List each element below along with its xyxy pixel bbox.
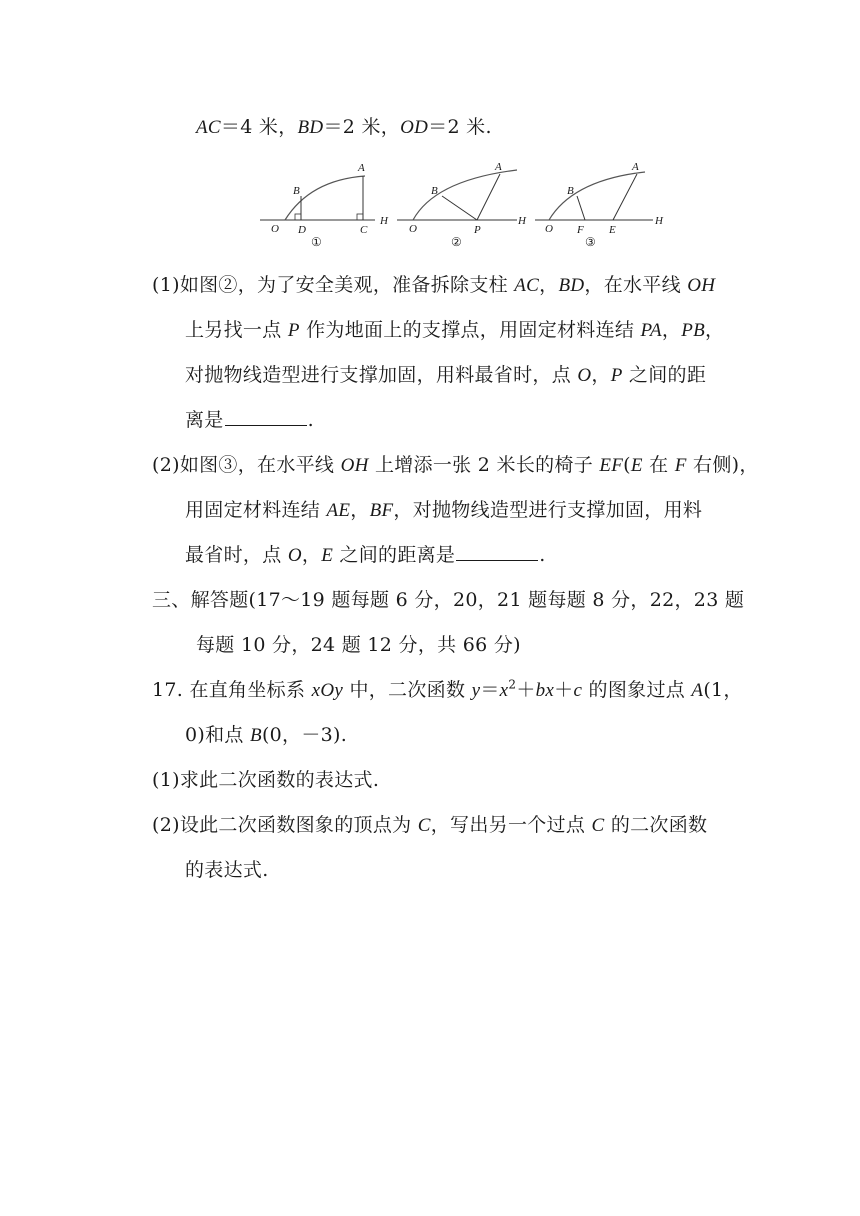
label-B2: B: [431, 185, 438, 197]
figure-number-1: ①: [311, 235, 322, 249]
figure-2: [397, 161, 527, 249]
label-O2: O: [409, 223, 417, 235]
answer-blank-2: [456, 542, 538, 561]
q2-line-2: 用固定材料连结 AE，BF，对抛物线造型进行支撑加固，用料: [185, 499, 703, 521]
q2-line-1: (2)如图③，在水平线 OH 上增添一张 2 米长的椅子 EF(E 在 F 右侧)，: [152, 454, 759, 476]
label-A1: A: [358, 162, 365, 174]
label-A3: A: [632, 161, 639, 173]
q1-line-2: 上另找一点 P 作为地面上的支撑点，用固定材料连结 PA，PB，: [185, 319, 725, 341]
q1-line-1: (1)如图②，为了安全美观，准备拆除支柱 AC，BD，在水平线 OH: [152, 274, 716, 296]
label-H3: H: [655, 215, 663, 227]
label-C1: C: [360, 224, 368, 236]
text-line-1: AC＝4 米，BD＝2 米，OD＝2 米.: [196, 116, 492, 138]
q1-line-4: 离是 .: [185, 409, 314, 431]
label-B1: B: [293, 185, 300, 197]
section-3-heading-line-1: 三、解答题(17～19 题每题 6 分，20，21 题每题 8 分，22，23 题: [152, 589, 745, 611]
q1-line-3: 对抛物线造型进行支撑加固，用料最省时，点 O，P 之间的距: [185, 364, 707, 386]
label-O1: O: [271, 223, 279, 235]
label-B3: B: [567, 185, 574, 197]
label-F3: F: [577, 224, 584, 236]
label-P2: P: [474, 224, 481, 236]
parabola-figures: [255, 158, 675, 250]
label-A2: A: [495, 161, 502, 173]
label-D1: D: [298, 224, 306, 236]
section-3-heading-line-2: 每题 10 分，24 题 12 分，共 66 分): [196, 634, 521, 656]
q17-line-1: 17. 在直角坐标系 xOy 中，二次函数 $y=x^2+bx+c$ 的图象过点 A(1，: [152, 677, 743, 701]
q17-line-2: 0)和点 B(0，－3).: [185, 724, 348, 746]
figure-number-2: ②: [451, 235, 462, 249]
figure-number-3: ③: [585, 235, 596, 249]
q17-sub-2-line-1: (2)设此二次函数图象的顶点为 C，写出另一个过点 C 的二次函数: [152, 814, 708, 836]
figure-1: [260, 162, 389, 249]
label-H1: H: [380, 215, 388, 227]
label-H2: H: [518, 215, 526, 227]
q17-sub-2-line-2: 的表达式.: [185, 859, 269, 881]
q17-sub-1: (1)求此二次函数的表达式.: [152, 769, 380, 791]
answer-blank-1: [225, 407, 307, 426]
label-E3: E: [609, 224, 616, 236]
figure-3: [535, 161, 664, 249]
label-O3: O: [545, 223, 553, 235]
q2-line-3: 最省时，点 O，E 之间的距离是 .: [185, 544, 546, 566]
